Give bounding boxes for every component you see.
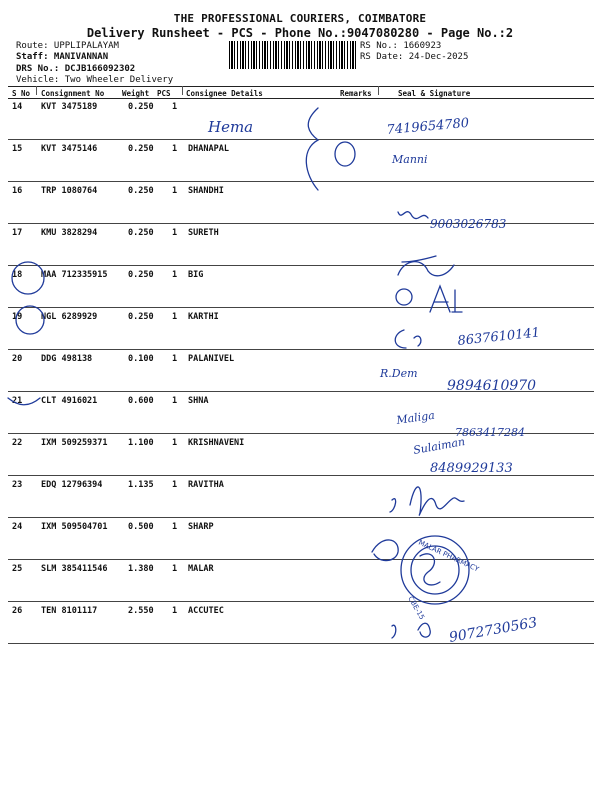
row-consignment-no: KVT 3475146 bbox=[41, 144, 98, 154]
row-weight: 0.600 bbox=[128, 396, 154, 406]
handwritten-phone: 7863417284 bbox=[455, 426, 525, 439]
handwritten-signature bbox=[430, 286, 462, 312]
row-consignee: SURETH bbox=[188, 228, 219, 238]
row-consignee: BIG bbox=[188, 270, 204, 280]
handwritten-name: R.Dem bbox=[380, 367, 418, 380]
row-sno: 20 bbox=[12, 354, 23, 364]
route-label: Route: UPPLIPALAYAM bbox=[16, 41, 119, 51]
company-title: THE PROFESSIONAL COURIERS, COIMBATORE bbox=[173, 12, 427, 25]
handwritten-signature bbox=[390, 487, 464, 515]
row-consignment-no: KVT 3475189 bbox=[41, 102, 98, 112]
row-pcs: 1 bbox=[172, 564, 178, 574]
rs-date: RS Date: 24-Dec-2025 bbox=[360, 52, 469, 62]
row-sno: 22 bbox=[12, 438, 23, 448]
handwritten-phone: 7419654780 bbox=[386, 115, 470, 138]
row-sno: 18 bbox=[12, 270, 23, 280]
col-consignment: Consignment No bbox=[41, 89, 105, 98]
row-weight: 0.250 bbox=[128, 186, 154, 196]
handwritten-phone: 9894610970 bbox=[447, 378, 537, 394]
tick-mark bbox=[8, 398, 40, 405]
circle-mark bbox=[335, 142, 355, 166]
col-weight: Weight bbox=[122, 89, 150, 98]
row-weight: 0.250 bbox=[128, 102, 154, 112]
row-pcs: 1 bbox=[172, 438, 178, 448]
row-pcs: 1 bbox=[172, 102, 178, 112]
row-sno: 14 bbox=[12, 102, 23, 112]
col-seal-signature: Seal & Signature bbox=[398, 89, 471, 98]
row-consignment-no: IXM 509504701 bbox=[41, 522, 108, 532]
handwritten-name: Maliga bbox=[395, 408, 436, 427]
handwritten-signature bbox=[395, 330, 421, 348]
col-remarks: Remarks bbox=[340, 89, 372, 98]
vehicle-label: Vehicle: Two Wheeler Delivery bbox=[16, 75, 174, 85]
row-weight: 0.250 bbox=[128, 228, 154, 238]
handwritten-phone: 8489929133 bbox=[430, 461, 513, 476]
handwritten-signature: Manni bbox=[392, 153, 428, 166]
handwritten-phone: 9003026783 bbox=[430, 217, 507, 231]
stamp-text: MALAR PHARMACY bbox=[417, 538, 481, 574]
staff-label: Staff: MANIVANNAN bbox=[16, 52, 109, 62]
row-pcs: 1 bbox=[172, 354, 178, 364]
row-weight: 0.250 bbox=[128, 270, 154, 280]
row-pcs: 1 bbox=[172, 522, 178, 532]
row-pcs: 1 bbox=[172, 228, 178, 238]
row-consignee: RAVITHA bbox=[188, 480, 224, 490]
row-pcs: 1 bbox=[172, 480, 178, 490]
row-consignment-no: IXM 509259371 bbox=[41, 438, 108, 448]
row-weight: 0.500 bbox=[128, 522, 154, 532]
row-consignee: DHANAPAL bbox=[188, 144, 229, 154]
row-consignee: SHNA bbox=[188, 396, 209, 406]
row-pcs: 1 bbox=[172, 270, 178, 280]
row-pcs: 1 bbox=[172, 144, 178, 154]
col-consignee: Consignee Details bbox=[186, 89, 263, 98]
row-pcs: 1 bbox=[172, 186, 178, 196]
row-consignment-no: MAA 712335915 bbox=[41, 270, 108, 280]
row-consignee: SHARP bbox=[188, 522, 214, 532]
row-weight: 1.135 bbox=[128, 480, 154, 490]
handwritten-signature bbox=[398, 212, 428, 219]
row-consignment-no: TRP 1080764 bbox=[41, 186, 98, 196]
row-consignment-no: TEN 8101117 bbox=[41, 606, 98, 616]
handwritten-name: Hema bbox=[208, 118, 254, 136]
col-pcs: PCS bbox=[157, 89, 171, 98]
row-consignment-no: DDG 498138 bbox=[41, 354, 93, 364]
row-weight: 1.380 bbox=[128, 564, 154, 574]
row-sno: 19 bbox=[12, 312, 23, 322]
row-consignment-no: NGL 6289929 bbox=[41, 312, 98, 322]
row-consignee: SHANDHI bbox=[188, 186, 224, 196]
handwritten-name: Sulaiman bbox=[412, 435, 467, 457]
row-weight: 0.250 bbox=[128, 312, 154, 322]
row-consignee: ACCUTEC bbox=[188, 606, 224, 616]
col-sno: S No bbox=[12, 89, 31, 98]
drs-label: DRS No.: DCJB166092302 bbox=[16, 64, 136, 74]
circle-mark bbox=[396, 289, 412, 305]
row-consignment-no: CLT 4916021 bbox=[41, 396, 98, 406]
runsheet-subtitle: Delivery Runsheet - PCS - Phone No.:9047080280 - Page No.:2 bbox=[86, 26, 514, 40]
circle-mark bbox=[16, 306, 44, 334]
row-weight: 0.100 bbox=[128, 354, 154, 364]
circle-mark bbox=[12, 262, 44, 294]
row-sno: 15 bbox=[12, 144, 23, 154]
row-consignee: KARTHI bbox=[188, 312, 219, 322]
row-consignment-no: KMU 3828294 bbox=[41, 228, 98, 238]
handwritten-signature bbox=[398, 256, 454, 276]
row-sno: 17 bbox=[12, 228, 23, 238]
row-weight: 2.550 bbox=[128, 606, 154, 616]
row-weight: 0.250 bbox=[128, 144, 154, 154]
stamp-code: CBE-15 bbox=[406, 595, 426, 622]
handwritten-signature bbox=[372, 540, 398, 561]
handwritten-signature bbox=[392, 623, 430, 638]
row-consignee: KRISHNAVENI bbox=[188, 438, 245, 448]
row-sno: 25 bbox=[12, 564, 23, 574]
row-consignee: MALAR bbox=[188, 564, 214, 574]
brace-mark bbox=[306, 108, 318, 190]
row-consignment-no: SLM 385411546 bbox=[41, 564, 108, 574]
rs-number: RS No.: 1660923 bbox=[360, 41, 442, 51]
row-sno: 24 bbox=[12, 522, 23, 532]
row-pcs: 1 bbox=[172, 606, 178, 616]
row-sno: 16 bbox=[12, 186, 23, 196]
row-pcs: 1 bbox=[172, 312, 178, 322]
handwritten-phone: 9072730563 bbox=[447, 614, 539, 646]
row-consignment-no: EDQ 12796394 bbox=[41, 480, 103, 490]
row-weight: 1.100 bbox=[128, 438, 154, 448]
row-sno: 21 bbox=[12, 396, 23, 406]
row-consignee: PALANIVEL bbox=[188, 354, 235, 364]
row-sno: 26 bbox=[12, 606, 23, 616]
row-pcs: 1 bbox=[172, 396, 178, 406]
handwritten-phone: 8637610141 bbox=[456, 325, 541, 349]
row-sno: 23 bbox=[12, 480, 23, 490]
stamp-signature bbox=[420, 554, 440, 585]
